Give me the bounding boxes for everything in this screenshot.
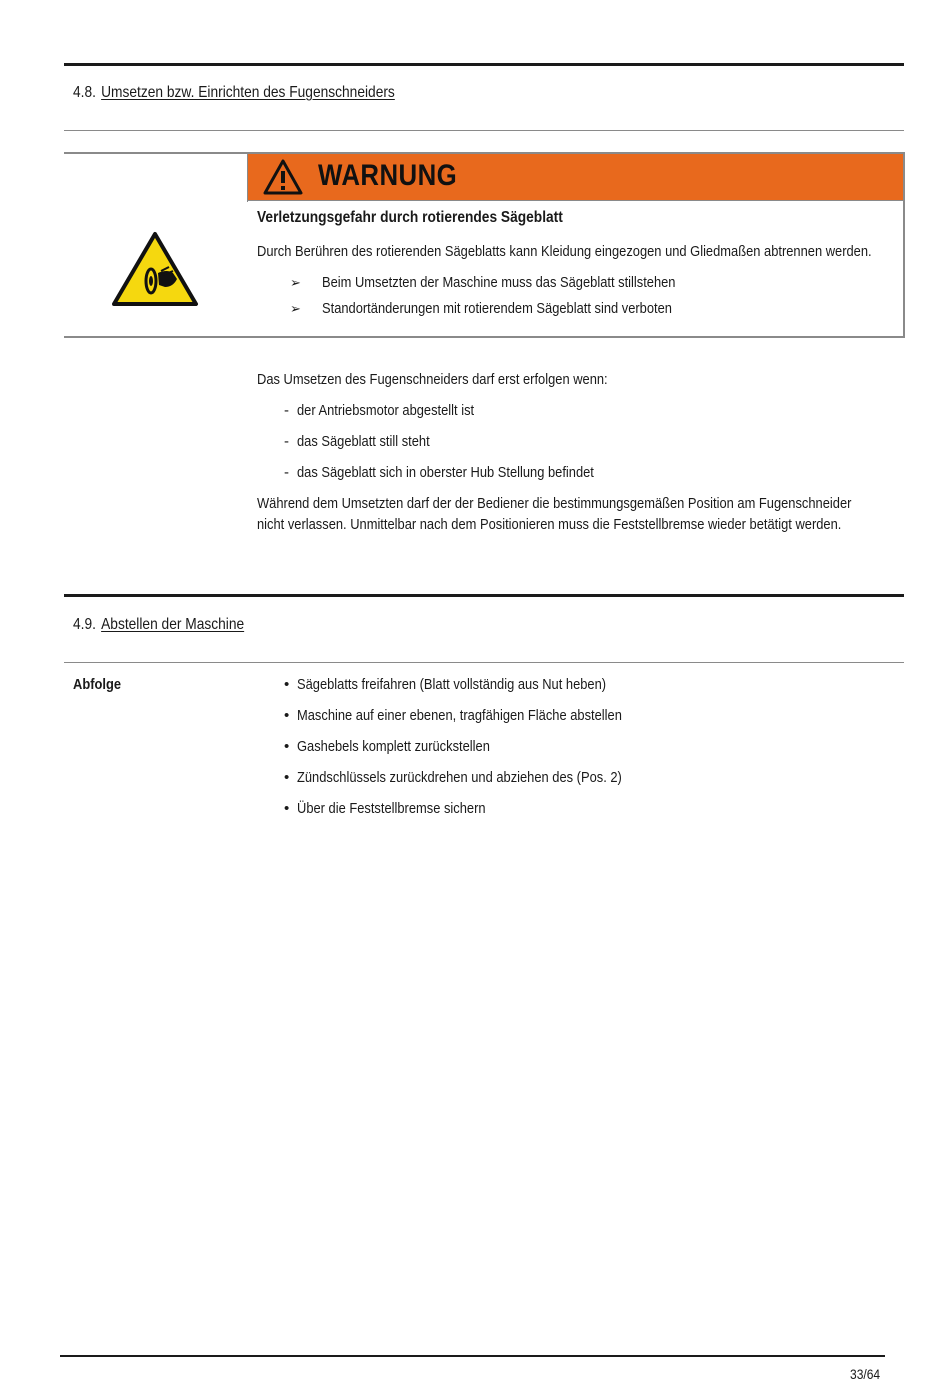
section-title: Abstellen der Maschine (101, 616, 245, 633)
warning-item: ➢ Beim Umsetzten der Maschine muss das Sägeblatt stillstehen (290, 274, 676, 291)
bullet-icon: • (284, 800, 290, 817)
warning-title: Verletzungsgefahr durch rotierendes Sägeblatt (257, 209, 563, 226)
relocation-note-line-1: Während dem Umsetzten darf der der Bediener die bestimmungsgemäßen Position am Fugenschneider (257, 495, 852, 512)
section-divider (64, 130, 904, 131)
sequence-step: • Zündschlüssels zurückdrehen und abziehen des (Pos. 2) (284, 769, 622, 786)
bullet-icon: • (284, 676, 290, 693)
bullet-icon: • (284, 738, 290, 755)
sequence-step: • Maschine auf einer ebenen, tragfähigen Fläche abstellen (284, 707, 622, 724)
sequence-step: • Sägeblatts freifahren (Blatt vollständig aus Nut heben) (284, 676, 607, 693)
warning-text: Durch Berühren des rotierenden Sägeblatts kann Kleidung eingezogen und Gliedmaßen abtrennen werden. (257, 243, 872, 260)
section-number: 4.9. (73, 616, 96, 633)
condition-item: - der Antriebsmotor abgestellt ist (284, 402, 475, 419)
signal-word: WARNUNG (318, 159, 458, 192)
warning-banner (248, 154, 903, 201)
bullet-icon: • (284, 769, 290, 786)
sequence-step: • Über die Feststellbremse sichern (284, 800, 486, 817)
section-rule (64, 594, 904, 597)
page-number: 33/64 (850, 1366, 881, 1382)
footer-rule (60, 1355, 885, 1357)
sequence-step: • Gashebels komplett zurückstellen (284, 738, 490, 755)
rotating-blade-hazard-icon (111, 231, 199, 312)
arrow-icon: ➢ (290, 301, 301, 316)
condition-item: - das Sägeblatt sich in oberster Hub Stellung befindet (284, 464, 594, 481)
bullet-icon: • (284, 707, 290, 724)
warning-box-bottom-border (64, 336, 905, 338)
section-heading-4-8 (73, 84, 447, 102)
warning-item: ➢ Standortänderungen mit rotierendem Sägeblatt sind verboten (290, 300, 672, 317)
section-heading-4-9 (73, 616, 272, 634)
arrow-icon: ➢ (290, 275, 301, 290)
section-title: Umsetzen bzw. Einrichten des Fugenschneiders (101, 84, 395, 101)
relocation-note-line-2: nicht verlassen. Unmittelbar nach dem Positionieren muss die Feststellbremse wieder betätigt werden. (257, 516, 842, 533)
sequence-label: Abfolge (73, 676, 122, 693)
dash-icon: - (284, 433, 289, 450)
dash-icon: - (284, 464, 289, 481)
dash-icon: - (284, 402, 289, 419)
top-rule (64, 63, 904, 66)
section-number: 4.8. (73, 84, 96, 101)
condition-item: - das Sägeblatt still steht (284, 433, 430, 450)
section-divider (64, 662, 904, 663)
warning-triangle-icon (262, 158, 304, 196)
relocation-intro: Das Umsetzen des Fugenschneiders darf erst erfolgen wenn: (257, 371, 608, 388)
